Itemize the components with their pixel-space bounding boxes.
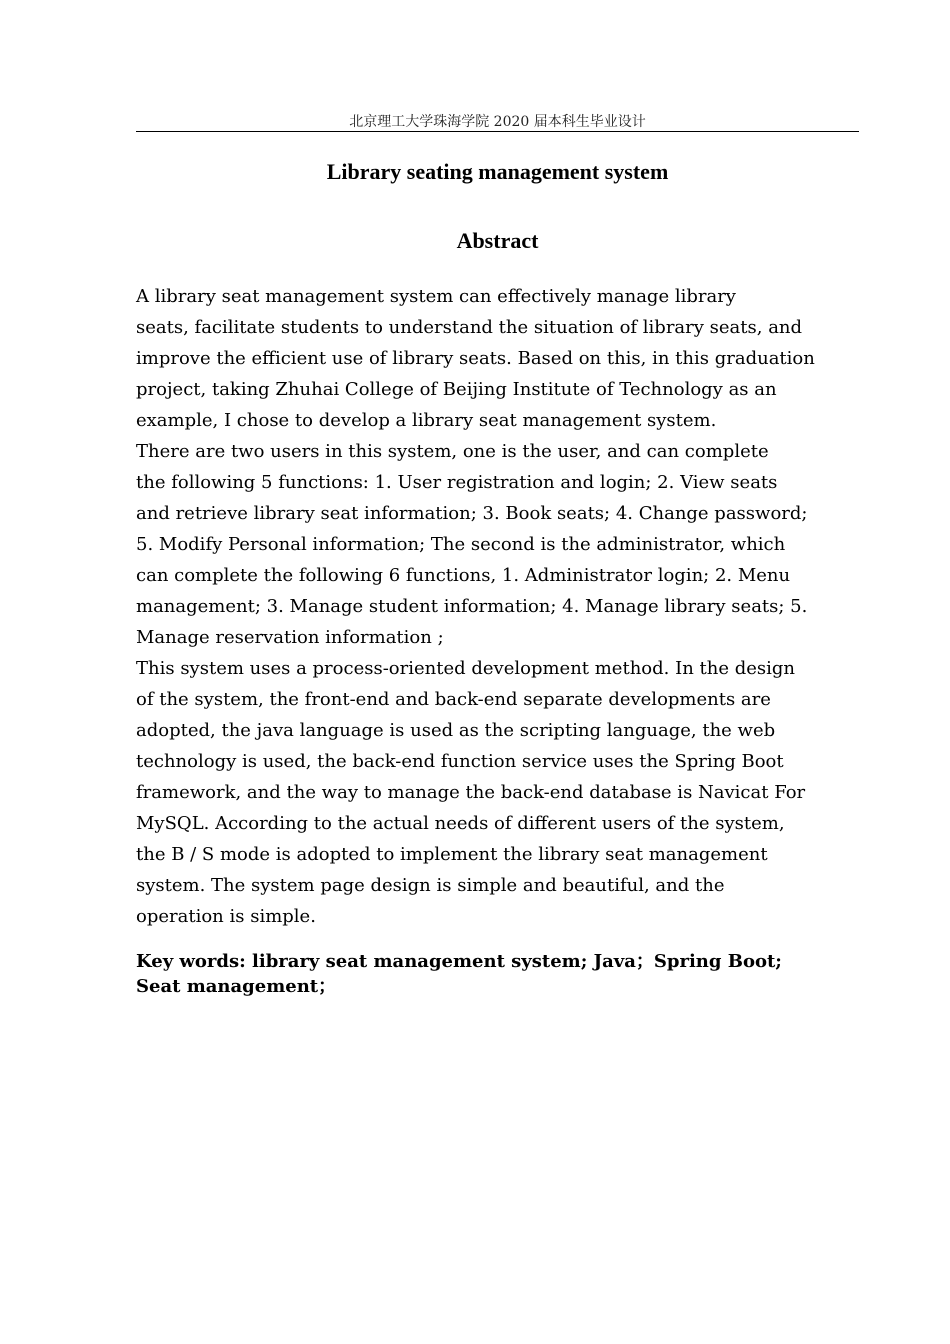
abstract-paragraph-1: A library seat management system can effectively manage library seats, facilitate students to understand the situation of library seats, and improve the efficient use of library seats. Based on this, in this graduation project, taking Zhuhai College of Beijing Institute of Technology as an example, I chose to develop a library seat management system. xyxy=(136,286,815,431)
keywords: Key words: library seat management system; Java；Spring Boot; Seat management； xyxy=(136,951,782,997)
abstract-heading: Abstract xyxy=(456,228,539,253)
abstract-paragraph-3: This system uses a process-oriented development method. In the design of the system, the front-end and back-end separate developments are adopted, the java language is used as the scripting language, the web technology is used, the back-end function service uses the Spring Boot framework, and the way to manage the back-end database is Navicat For MySQL. According to the actual needs of different users of the system, the B / S mode is adopted to implement the library seat management system. The system page design is simple and beautiful, and the operation is simple. xyxy=(136,658,806,927)
document-title: Library seating management system xyxy=(326,159,669,184)
abstract-body xyxy=(136,281,864,932)
abstract-paragraph-2: There are two users in this system, one is the user, and can complete the following 5 functions: 1. User registration and login; 2. View seats and retrieve library seat information; 3. Book seats; 4. Change password; 5. Modify Personal information; The second is the administrator, which can complete the following 6 functions, 1. Administrator login; 2. Menu management; 3. Manage student information; 4. Manage library seats; 5. Manage reservation information ; xyxy=(136,441,808,648)
page-header: 北京理工大学珠海学院 2020 届本科生毕业设计 xyxy=(349,114,646,130)
header-divider xyxy=(136,131,859,132)
